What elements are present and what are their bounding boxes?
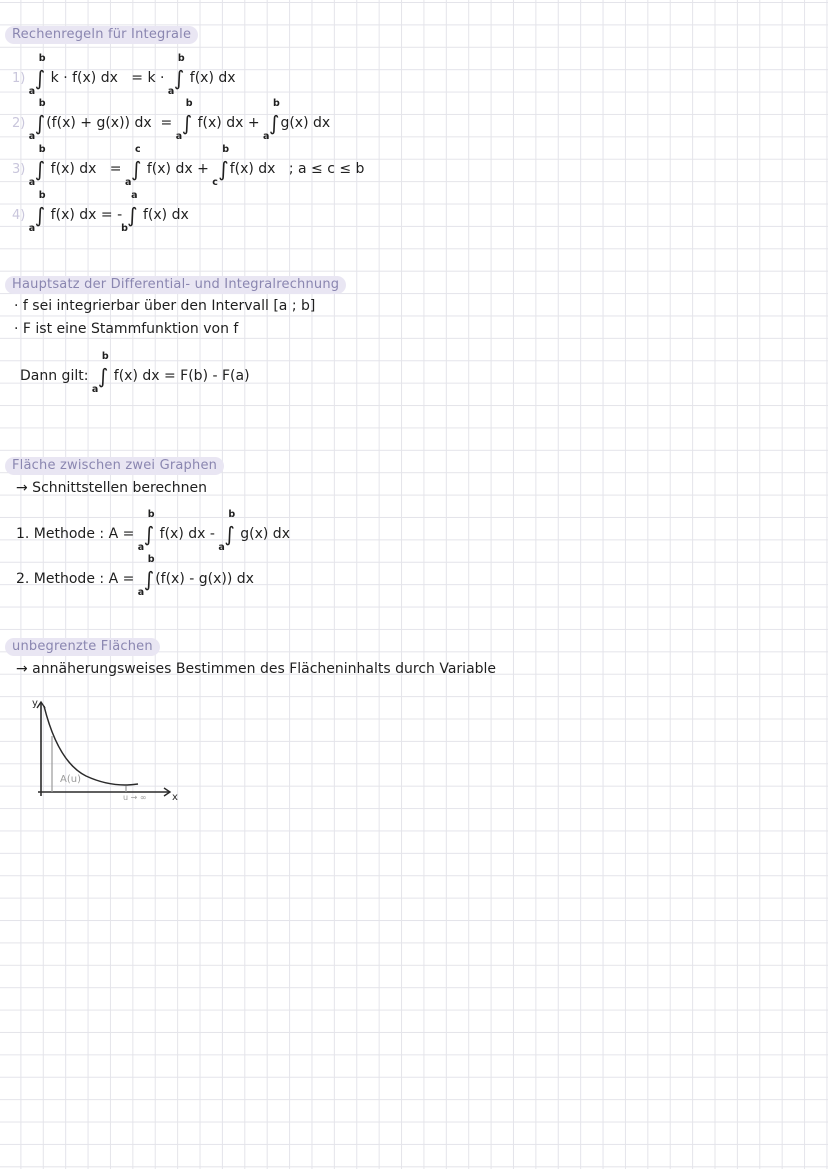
method-1-minus: - — [209, 526, 215, 542]
area-label: A(u) — [60, 774, 81, 785]
integral-sign: ∫ b a — [28, 53, 46, 97]
rule-number-1: 1) — [12, 71, 26, 86]
section-heading-rules: Rechenregeln für Integrale — [5, 26, 198, 44]
rule-row-4 — [12, 190, 189, 234]
flaeche-method-1 — [16, 509, 290, 553]
method-2-lhs: A = — [108, 571, 135, 587]
integral-sign: ∫ b a — [28, 98, 46, 142]
rule-3-lhs: f(x) dx — [50, 161, 97, 177]
rule-2-rhs-b: g(x) dx — [280, 115, 331, 131]
section-heading-flaeche: Fläche zwischen zwei Graphen — [5, 457, 224, 475]
rule-3-rhs-b: f(x) dx — [229, 161, 276, 177]
integral-sign: ∫ b a — [28, 190, 46, 234]
hauptsatz-bullet-1: · f sei integrierbar über den Intervall [a ; b] — [14, 298, 316, 314]
rule-4-lhs: f(x) dx — [50, 207, 97, 223]
integral-sign: ∫ b a — [263, 98, 280, 142]
rule-row-1 — [12, 53, 236, 97]
rule-number-3: 3) — [12, 162, 26, 177]
y-axis-label: y — [32, 698, 38, 709]
integral-sign: ∫ b a — [167, 53, 185, 97]
rule-2-eq: = — [160, 115, 173, 131]
hauptsatz-conclusion — [20, 351, 250, 395]
x-axis-label: x — [172, 792, 178, 803]
integral-sign: ∫ b a — [137, 554, 155, 598]
method-1-g: g(x) dx — [240, 526, 290, 542]
method-1-lhs: A = — [108, 526, 135, 542]
decay-curve — [44, 706, 138, 785]
asymptote-sketch-graph — [24, 692, 184, 807]
rule-3-plus: + — [197, 161, 209, 177]
rule-3-eq: = — [109, 161, 122, 177]
rule-4-rhs: f(x) dx — [143, 207, 189, 223]
integral-sign: ∫ b c — [212, 144, 230, 188]
integral-sign: ∫ b a — [218, 509, 236, 553]
rule-number-4: 4) — [12, 208, 26, 223]
limit-label: u → ∞ — [123, 793, 147, 802]
rule-row-2 — [12, 98, 331, 142]
section-heading-unbegrenzt: unbegrenzte Flächen — [5, 638, 160, 656]
integral-sign: ∫ b a — [91, 351, 109, 395]
integral-sign: ∫ c a — [124, 144, 142, 188]
flaeche-method-2 — [16, 554, 254, 598]
rule-1-lhs: k · f(x) dx — [50, 70, 118, 86]
integral-sign: ∫ a b — [121, 190, 138, 234]
unbegrenzt-arrow-note: → annäherungsweises Bestimmen des Flächeninhalts durch Variable — [16, 661, 497, 677]
rule-1-eq: = — [131, 70, 143, 86]
rule-number-2: 2) — [12, 116, 26, 131]
integral-sign: ∫ b a — [28, 144, 46, 188]
flaeche-arrow-note: → Schnittstellen berechnen — [16, 480, 207, 496]
rule-1-rhs-k: k · — [147, 70, 165, 86]
rule-4-eq: = - — [100, 207, 123, 223]
conclusion-result: = F(b) - F(a) — [163, 368, 250, 384]
rule-2-rhs-a: f(x) dx — [197, 115, 244, 131]
rule-2-lhs: (f(x) + g(x)) dx — [46, 115, 152, 131]
method-1-f: f(x) dx — [159, 526, 206, 542]
hauptsatz-bullet-2: · F ist eine Stammfunktion von f — [14, 321, 239, 337]
conclusion-integrand: f(x) dx — [113, 368, 160, 384]
rule-2-plus: + — [247, 115, 260, 131]
rule-1-rhs: f(x) dx — [189, 70, 236, 86]
integral-sign: ∫ b a — [137, 509, 155, 553]
method-1-label: 1. Methode : — [16, 526, 105, 542]
integral-sign: ∫ b a — [175, 98, 193, 142]
section-heading-hauptsatz: Hauptsatz der Differential- und Integralrechnung — [5, 276, 346, 294]
rule-3-rhs-a: f(x) dx — [146, 161, 193, 177]
method-2-label: 2. Methode : — [16, 571, 105, 587]
method-2-fg: (f(x) - g(x)) dx — [155, 571, 254, 587]
rule-row-3 — [12, 144, 365, 188]
rule-3-condition: ; a ≤ c ≤ b — [288, 161, 365, 177]
conclusion-label: Dann gilt: — [20, 368, 89, 384]
